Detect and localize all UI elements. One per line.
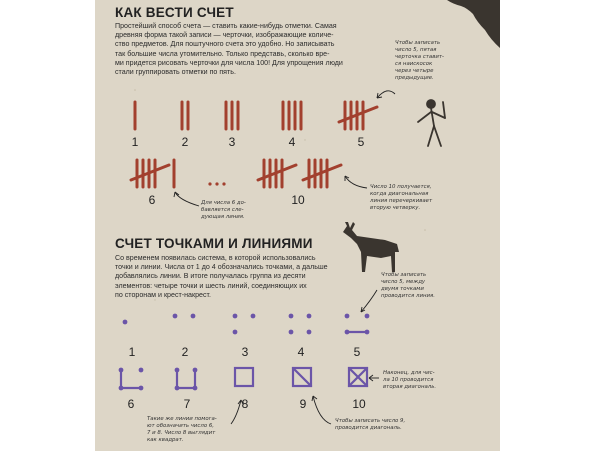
note-line: ла 10 проводится bbox=[383, 377, 434, 383]
section-title-counting: КАК ВЕСТИ СЧЕТ bbox=[115, 5, 234, 20]
note-line: черточка ставит- bbox=[395, 54, 444, 60]
dots-number-10: 10 bbox=[352, 397, 366, 411]
dots-number-7: 7 bbox=[183, 397, 191, 411]
note-line: Чтобы записать число 9, bbox=[335, 418, 406, 424]
arrow-five bbox=[377, 91, 395, 98]
note-line: проводится линия. bbox=[381, 293, 435, 299]
paragraph-line: ство предметов. Для поштучного счета это удобно. Но записывать bbox=[115, 40, 335, 49]
note-line: 7 и 8. Число 8 выглядит bbox=[147, 430, 216, 436]
tally-number-4: 4 bbox=[288, 135, 296, 149]
paragraph-line: добавлялись линии. В итоге получалась группа из десяти bbox=[115, 272, 306, 281]
tally-marks bbox=[131, 102, 377, 187]
section1-paragraph bbox=[115, 22, 385, 77]
arrow-nine-dots bbox=[313, 396, 331, 424]
tally-number-5: 5 bbox=[357, 135, 365, 149]
dots-number-4: 4 bbox=[297, 345, 305, 359]
note-line: Чтобы записать bbox=[395, 40, 441, 46]
paragraph-line: ми придется рисовать черточки для числа 100! Для упрощения люди bbox=[115, 58, 343, 67]
note-dots-five bbox=[381, 272, 461, 300]
note-line: Наконец, для чис- bbox=[383, 370, 435, 376]
note-dots-eight bbox=[147, 416, 231, 444]
arrow-six bbox=[175, 192, 199, 206]
section2-paragraph bbox=[115, 254, 365, 300]
note-dots-ten bbox=[383, 370, 463, 391]
dots-number-8: 8 bbox=[241, 397, 249, 411]
dots-number-5: 5 bbox=[353, 345, 361, 359]
note-line: бавляется сле- bbox=[201, 207, 244, 213]
paragraph-line: стали группировать отметки по пять. bbox=[115, 68, 236, 77]
note-line: Такие же линии помога- bbox=[147, 416, 217, 422]
note-tally-six bbox=[201, 200, 281, 221]
tally-number-10: 10 bbox=[291, 193, 305, 207]
dots-number-6: 6 bbox=[127, 397, 135, 411]
stick-figure-illustration bbox=[418, 100, 445, 146]
note-dots-nine bbox=[335, 418, 435, 432]
note-line: проводится диагональ. bbox=[335, 425, 402, 431]
note-line: когда диагональная bbox=[370, 191, 429, 197]
note-line: через четыре bbox=[395, 68, 434, 74]
paragraph-line: древняя форма такой записи — черточки, изображающие количе- bbox=[115, 31, 334, 40]
dots-number-2: 2 bbox=[181, 345, 189, 359]
paragraph-line: Со временем появилась система, в которой использовались bbox=[115, 254, 316, 262]
tally-number-6: 6 bbox=[148, 193, 156, 207]
book-page bbox=[95, 0, 500, 451]
note-line: дующая линия. bbox=[201, 214, 245, 220]
note-tally-five bbox=[395, 40, 475, 82]
note-line: Для числа 6 до- bbox=[201, 200, 246, 206]
note-line: двумя точками bbox=[381, 286, 424, 292]
note-line: вторую четверку. bbox=[370, 205, 421, 211]
tally-number-1: 1 bbox=[131, 135, 139, 149]
note-line: ют обозначить число 6, bbox=[147, 423, 214, 429]
note-line: Число 10 получается, bbox=[370, 184, 432, 190]
dots-number-9: 9 bbox=[299, 397, 307, 411]
note-tally-ten bbox=[370, 184, 460, 212]
note-line: линия перечеркивает bbox=[370, 198, 433, 204]
tally-number-3: 3 bbox=[228, 135, 236, 149]
paragraph-line: элементов: четыре точки и шесть линий, соединяющих их bbox=[115, 281, 307, 290]
note-line: число 5, между bbox=[381, 279, 426, 285]
note-line: число 5, пятая bbox=[395, 47, 437, 53]
paragraph-line: Простейший способ счета — ставить какие-нибудь отметки. Самая bbox=[115, 22, 337, 30]
dots-number-1: 1 bbox=[128, 345, 136, 359]
paragraph-line: по сторонам и крест-накрест. bbox=[115, 290, 211, 299]
note-line: предыдущие. bbox=[395, 75, 434, 81]
ellipsis-dots bbox=[208, 182, 225, 185]
tally-number-2: 2 bbox=[181, 135, 189, 149]
paragraph-line: так большие числа утомительно. Только представь, сколько вре- bbox=[115, 49, 330, 58]
note-line: вторая диагональ. bbox=[383, 384, 437, 390]
note-line: ся наискосок bbox=[395, 61, 433, 67]
note-line: Чтобы записать bbox=[381, 272, 427, 278]
section-title-dots-lines: СЧЕТ ТОЧКАМИ И ЛИНИЯМИ bbox=[115, 236, 313, 251]
dots-number-3: 3 bbox=[241, 345, 249, 359]
paragraph-line: точки и линии. Числа от 1 до 4 обозначались точками, а дальше bbox=[115, 263, 328, 272]
note-line: как квадрат. bbox=[147, 437, 184, 443]
